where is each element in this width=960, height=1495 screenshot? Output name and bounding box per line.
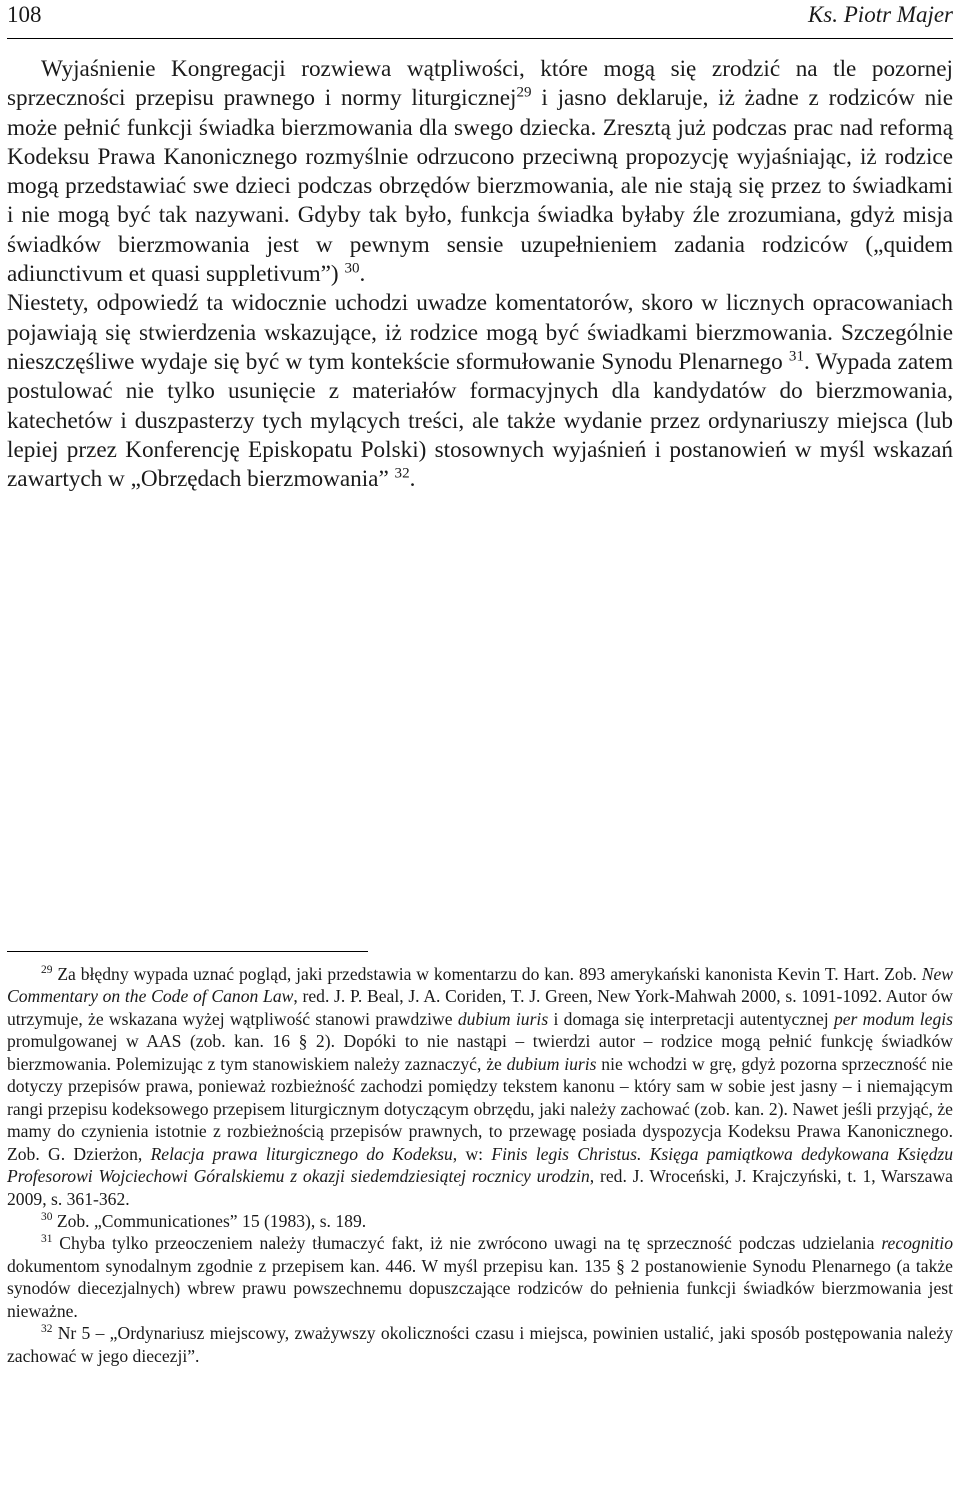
footnote-29-italic-4: dubium iuris [506, 1053, 597, 1074]
paragraph-1-text-a: Wyjaśnienie Kongregacji rozwiewa wątpliwości, które mogą się zrodzić na tle pozornej sprzeczności przepisu prawnego i normy liturgicznej [7, 56, 953, 112]
footnote-30 [7, 1210, 953, 1232]
page-number: 108 [7, 2, 42, 27]
paragraph-2-text-a: Niestety, odpowiedź ta widocznie uchodzi uwadze komentatorów, skoro w licznych opracowaniach pojawiają się stwierdzenia wskazujące, iż rodzice mogą być świadkami bierzmowania. Szczególnie nieszczęśliwe wydaje się być w tym kontekście sformułowanie Synodu Plenarnego [7, 290, 953, 375]
footnote-29-italic-2: dubium iuris [457, 1008, 549, 1029]
footnote-29-text-4: promulgowanej w AAS (zob. kan. 16 § 2). Dopóki to nie nastąpi – twierdzi autor – rodzice mogą pełnić funkcję świadków bierzmowania. Polemizując z tym stanowiskiem należy zaznaczyć, że [7, 1031, 953, 1074]
paragraph-2 [7, 289, 953, 494]
footnote-29 [7, 963, 953, 1210]
footnote-29-text-7: , red. J. Wroceński, J. Krajczyński, t. 1, Warszawa 2009, s. 361-362. [7, 1166, 953, 1209]
footnote-29-italic-6: Finis legis Christus. Księga pamiątkowa dedykowana Księdzu Profesorowi Wojciechowi Góralskiemu z okazji siedemdziesiątej rocznicy urodzin [7, 1143, 954, 1187]
footnote-separator [7, 951, 368, 952]
footnote-31-text-1: Chyba tylko przeoczeniem należy tłumaczyć fakt, iż nie zwrócono uwagi na tę sprzeczność podczas udzielania [52, 1233, 882, 1254]
footnote-29-italic-3: per modum legis [833, 1008, 954, 1029]
paragraph-1 [7, 55, 953, 289]
footnote-31-text-2: dokumentom synodalnym zgodnie z przepisem kan. 446. W myśl przepisu kan. 135 § 2 postanowienie Synodu Plenarnego (a także synodów diecezjalnych) wbrew prawu powszechnemu dopuszczające rodziców do pełnienia funkcji świadków bierzmowania jest nieważne. [7, 1255, 953, 1321]
page-header [7, 2, 953, 38]
footnote-29-italic-5: Relacja prawa liturgicznego do Kodeksu [150, 1143, 453, 1164]
footnote-29-italic-1: New Commentary on the Code of Canon Law [7, 964, 953, 1007]
footnote-32-number: 32 [41, 1323, 53, 1336]
footnote-31-italic-1: recognitio [881, 1233, 953, 1254]
footnote-ref-29[interactable]: 29 [516, 84, 532, 101]
footnote-ref-31[interactable]: 31 [788, 348, 804, 365]
footnote-31 [7, 1232, 953, 1322]
header-rule [7, 38, 953, 39]
paragraph-1-text-c: . [359, 261, 366, 288]
footnote-30-text-1: Zob. „Communicationes” 15 (1983), s. 189. [52, 1210, 367, 1231]
footnote-31-number: 31 [41, 1233, 53, 1246]
footnote-ref-30[interactable]: 30 [344, 260, 360, 277]
footnote-32 [7, 1322, 953, 1367]
footnote-29-text-1: Za błędny wypada uznać pogląd, jaki przedstawia w komentarzu do kan. 893 amerykański kanonista Kevin T. Hart. Zob. [52, 964, 922, 984]
paragraph-2-text-b: . Wypada zatem postulować nie tylko usunięcie z materiałów formacyjnych dla kandydatów do bierzmowania, katechetów i duszpasterzy tych mylących treści, ale także wydanie przez ordynariuszy miejsca (lub lepiej przez Konferencję Episkopatu Polski) stosownych wyjaśnień i postanowień w myśl wskazań zawartych w „Obrzędach bierzmowania” [7, 348, 953, 493]
footnote-29-text-6: , w: [452, 1143, 492, 1164]
footnote-ref-32[interactable]: 32 [394, 465, 410, 482]
footnote-32-text-1: Nr 5 – „Ordynariusz miejscowy, zważywszy okoliczności czasu i miejsca, powinien ustalić, jaki sposób postępowania należy zachować w jego diecezji”. [7, 1323, 953, 1366]
footnote-30-number: 30 [41, 1211, 53, 1224]
paragraph-1-text-b: i jasno deklaruje, iż żadne z rodziców nie może pełnić funkcji świadka bierzmowania dla swego dziecka. Zresztą już podczas prac nad reformą Kodeksu Prawa Kanonicznego rozmyślnie odrzucono przeciwną propozycję wyjaśniając, iż rodzice mogą przedstawiać swe dzieci podczas obrzędów bierzmowania, ale nie stają się przez to świadkami i nie mogą być tak nazywani. Gdyby tak było, funkcja świadka byłaby źle zrozumiana, gdyż misja świadków bierzmowania jest w pewnym sensie uzupełnieniem zadania rodziców („quidem adiunctivum et quasi suppletivum”) [7, 85, 953, 288]
footnote-29-number: 29 [41, 964, 53, 977]
footnote-29-text-2: , red. J. P. Beal, J. A. Coriden, T. J. Green, New York-Mahwah 2000, s. 1091-1092. Autor ów utrzymuje, że wskazana wyżej wątpliwość stanowi prawdziwe [7, 986, 953, 1029]
paragraph-2-text-c: . [409, 466, 416, 493]
main-text [7, 55, 953, 494]
footnote-29-text-5: nie wchodzi w grę, gdyż pozorna sprzeczność nie dotyczy przepisów prawa, ponieważ rozbieżność zachodzi pomiędzy tekstem kanonu – który sam w sobie jest jasny – i niemającym rangi przepisu kodeksowego przepisem liturgicznym dotyczącym obrzędu, jaki należy zachować (zob. kan. 2). Nawet jeśli przyjąć, że mamy do czynienia istotnie z rozbieżnością przepisów prawnych, to przewagę posiada dyspozycja Kodeksu Prawa Kanonicznego. Zob. G. Dzierżon, [7, 1053, 953, 1164]
footnote-29-text-3: i domaga się interpretacji autentycznej [548, 1008, 834, 1029]
footnotes [7, 963, 953, 1367]
running-head: Ks. Piotr Majer [807, 2, 953, 27]
